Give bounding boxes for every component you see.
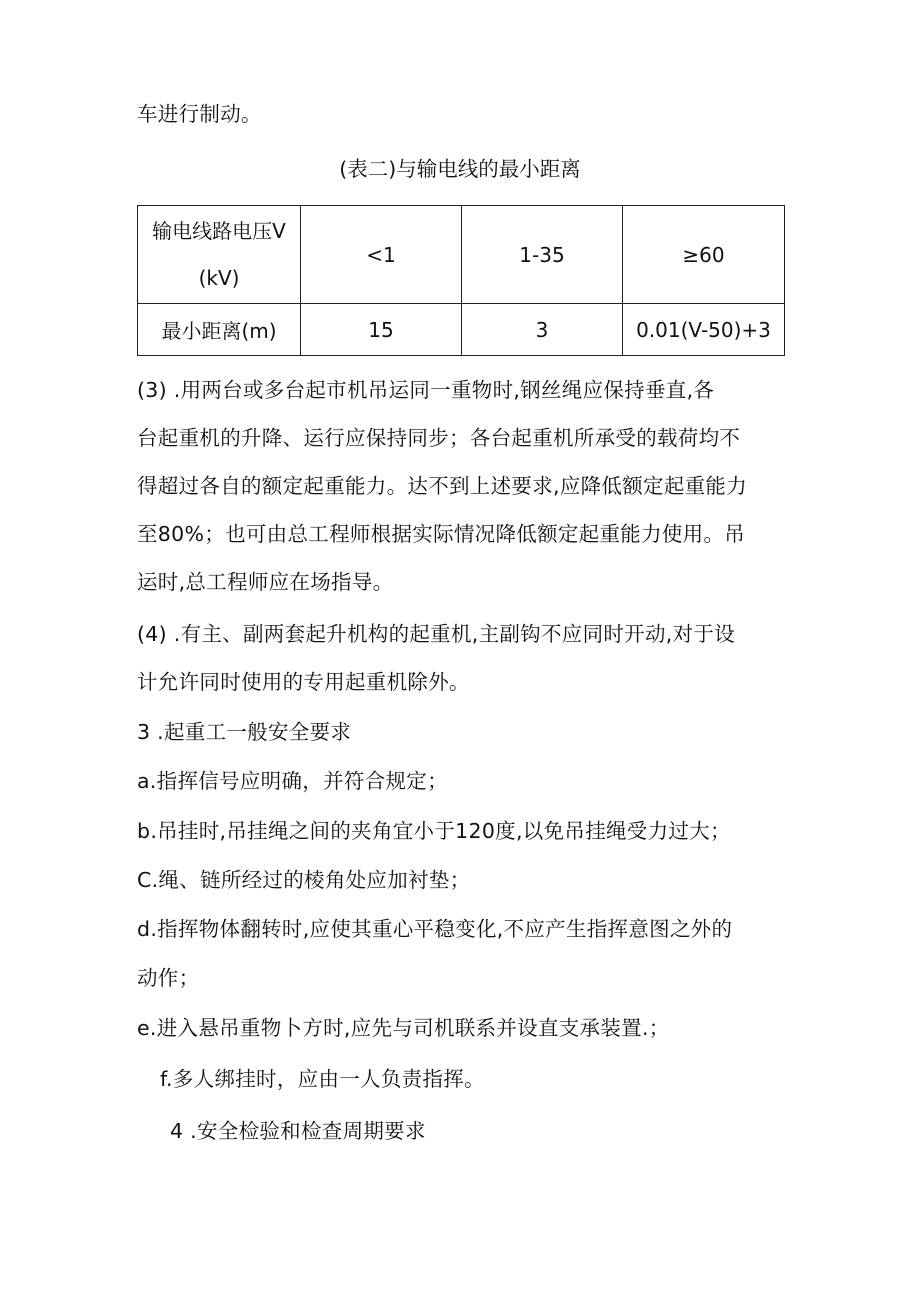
voltage-label-line1: 输电线路电压V [152,218,286,243]
list-item: C.绳、链所经过的棱角处应加衬垫； [137,868,471,892]
list-item: f.多人绑挂时，应由一人负责指挥。 [160,1067,485,1091]
list-item: e.进入悬吊重物卜方时,应先与司机联系并设直支承装置.； [137,1016,670,1040]
table-cell: 3 [462,304,623,356]
table-cell: 15 [301,304,462,356]
table-header-cell: ≥60 [623,206,785,304]
list-item: a.指挥信号应明确，并符合规定； [137,769,448,793]
paragraph-text: 至80%；也可由总工程师根据实际情况降低额定起重能力使用。吊 [137,522,746,546]
distance-table [137,205,785,356]
table-caption: (表二)与输电线的最小距离 [339,157,581,181]
table-cell: 0.01(V-50)+3 [623,304,785,356]
paragraph-text: 计允许同时使用的专用起重机除外。 [137,670,470,694]
paragraph-text: 车进行制动。 [137,102,262,126]
list-item: 动作； [137,966,200,990]
paragraph-text: 得超过各自的额定起重能力。达不到上述要求,应降低额定起重能力 [137,474,748,498]
paragraph-text: (3) .用两台或多台起市机吊运同一重物时,钢丝绳应保持垂直,各 [137,378,715,402]
table-header-cell: <1 [301,206,462,304]
section-heading: 3 .起重工一般安全要求 [137,720,352,744]
list-item: b.吊挂时,吊挂绳之间的夹角宜小于120度,以免吊挂绳受力过大； [137,819,731,843]
voltage-label-line2: (kV) [198,265,240,290]
table-row [138,304,785,356]
paragraph-text: 台起重机的升降、运行应保持同步；各台起重机所承受的载荷均不 [137,426,741,450]
paragraph-text: (4) .有主、副两套起升机构的起重机,主副钩不应同时开动,对于设 [137,622,736,646]
list-item: d.指挥物体翻转时,应使其重心平稳变化,不应产生指挥意图之外的 [137,917,733,941]
table-header-row [138,206,785,304]
table-header-cell [138,206,301,304]
table-header-cell: 1-35 [462,206,623,304]
table-cell: 最小距离(m) [138,304,301,356]
paragraph-text: 运时,总工程师应在场指导。 [137,570,394,594]
section-heading: 4 .安全检验和检查周期要求 [170,1119,426,1143]
